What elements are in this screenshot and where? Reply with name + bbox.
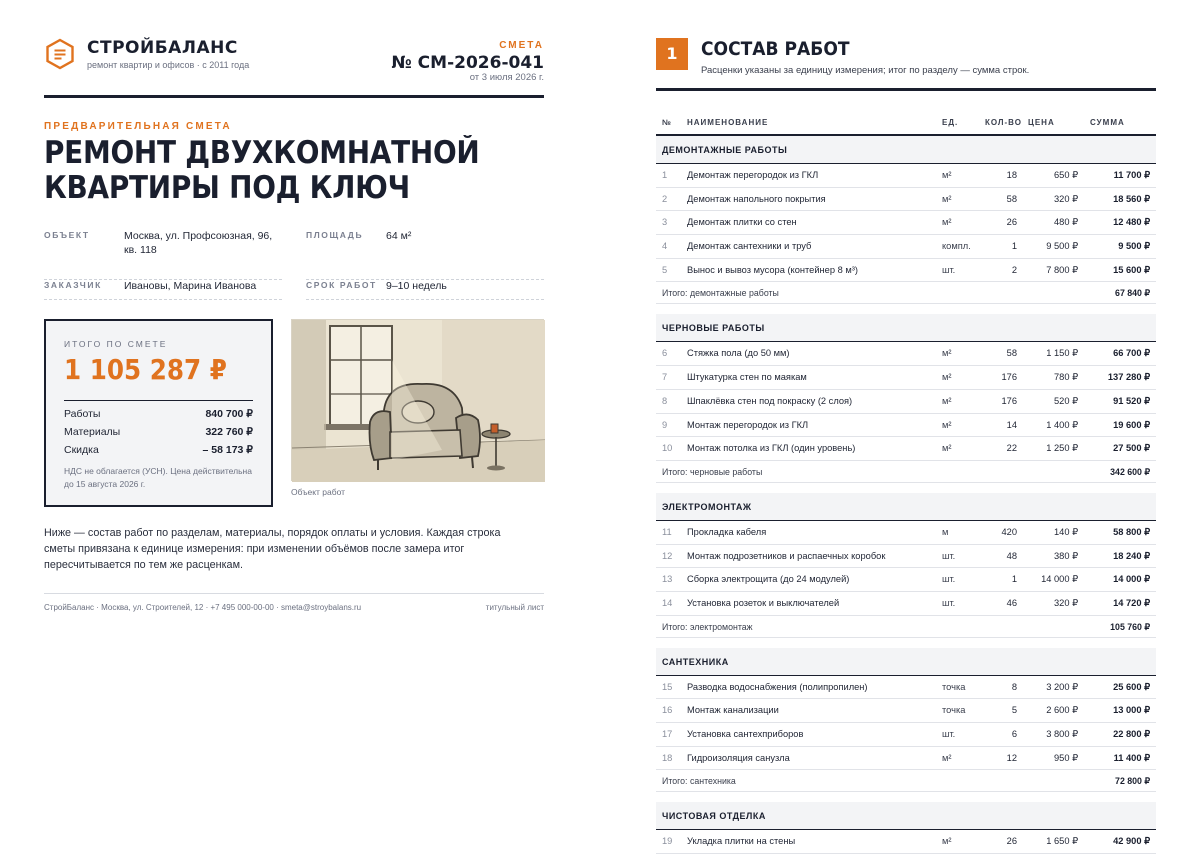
row-unit: шт.	[942, 729, 956, 739]
row-name: Прокладка кабеля	[687, 526, 767, 537]
row-sum: 91 520 ₽	[1113, 395, 1150, 406]
works-page	[656, 0, 1156, 847]
row-name: Штукатурка стен по маякам	[687, 372, 807, 383]
table-row	[656, 747, 1156, 771]
row-name: Стяжка пола (до 50 мм)	[687, 348, 790, 359]
row-sum: 12 480 ₽	[1113, 217, 1150, 228]
total-materials-row	[64, 426, 253, 442]
row-price: 3 200 ₽	[1046, 681, 1078, 692]
footer-contacts: СтройБаланс · Москва, ул. Строителей, 12 · +7 495 000-00-00 · smeta@stroybalans.ru	[44, 603, 362, 612]
row-name: Разводка водоснабжения (полипропилен)	[687, 681, 868, 692]
subtotal-value: 72 800 ₽	[1115, 776, 1150, 787]
row-qty: 6	[1011, 729, 1017, 739]
row-sum: 13 000 ₽	[1113, 705, 1150, 716]
row-sum: 9 500 ₽	[1118, 241, 1150, 252]
row-unit: м²	[942, 170, 952, 180]
estimate-number: № СМ-2026-041	[391, 53, 544, 73]
document-kicker: ПРЕДВАРИТЕЛЬНАЯ СМЕТА	[44, 121, 232, 132]
row-unit: шт.	[942, 550, 956, 561]
row-name: Демонтаж плитки со стен	[687, 217, 797, 228]
row-price: 2 600 ₽	[1046, 705, 1078, 716]
row-unit: м²	[942, 217, 952, 228]
meta-area-value: 64 м²	[386, 230, 412, 242]
row-price: 650 ₽	[1053, 170, 1078, 180]
row-qty: 46	[1006, 597, 1017, 608]
section-subtitle: Расценки указаны за единицу измерения; итог по разделу — сумма строк.	[701, 65, 1030, 76]
brand-tagline: ремонт квартир и офисов · с 2011 года	[87, 60, 250, 70]
row-sum: 14 000 ₽	[1113, 574, 1150, 585]
total-works-label: Работы	[64, 408, 101, 420]
table-row	[656, 164, 1156, 188]
row-name: Демонтаж напольного покрытия	[687, 193, 826, 204]
row-qty: 26	[1006, 836, 1017, 847]
group-header	[656, 136, 1156, 164]
subtotal-label: Итого: демонтажные работы	[662, 288, 779, 299]
row-qty: 58	[1006, 193, 1017, 204]
row-sum: 137 280 ₽	[1107, 372, 1150, 383]
row-sum: 27 500 ₽	[1113, 443, 1150, 454]
row-number: 14	[662, 597, 673, 608]
total-works-value: 840 700 ₽	[205, 408, 253, 420]
col-header-name: НАИМЕНОВАНИЕ	[687, 118, 769, 127]
works-table-header	[656, 112, 1156, 136]
page-title-line-1: РЕМОНТ ДВУХКОМНАТНОЙ	[44, 135, 480, 171]
row-number: 19	[662, 836, 673, 847]
row-name: Сборка электрощита (до 24 модулей)	[687, 574, 850, 585]
row-sum: 19 600 ₽	[1113, 419, 1150, 430]
row-price: 950 ₽	[1053, 752, 1078, 763]
row-number: 11	[662, 526, 672, 537]
row-unit: м²	[942, 443, 952, 454]
group-header	[656, 493, 1156, 521]
row-unit: м²	[942, 193, 952, 204]
row-price: 1 150 ₽	[1046, 348, 1078, 359]
row-unit: м²	[942, 348, 952, 359]
col-header-unit: ЕД.	[942, 118, 959, 127]
group-subtotal-row	[656, 282, 1156, 304]
meta-term-value: 9–10 недель	[386, 280, 447, 292]
row-unit: м²	[942, 752, 952, 763]
col-header-sum: СУММА	[1090, 118, 1125, 127]
group-spacer	[656, 792, 1156, 802]
photo-caption: Объект работ	[291, 487, 346, 497]
footer-divider	[44, 593, 544, 594]
works-table-body	[656, 136, 1156, 854]
row-sum: 58 800 ₽	[1113, 526, 1150, 537]
row-number: 6	[662, 348, 668, 359]
object-photo	[291, 319, 544, 481]
cover-page	[44, 0, 544, 832]
group-title: ДЕМОНТАЖНЫЕ РАБОТЫ	[662, 145, 788, 155]
total-discount-label: Скидка	[64, 444, 99, 456]
row-number: 10	[662, 443, 673, 454]
row-qty: 12	[1006, 752, 1017, 763]
group-header	[656, 648, 1156, 676]
brand-name: СТРОЙБАЛАНС	[87, 38, 238, 58]
page-title-line-2: КВАРТИРЫ ПОД КЛЮЧ	[44, 170, 410, 206]
row-unit: точка	[942, 681, 966, 692]
row-price: 1 250 ₽	[1046, 443, 1078, 454]
row-name: Монтаж потолка из ГКЛ (один уровень)	[687, 443, 856, 454]
table-row	[656, 545, 1156, 569]
row-name: Вынос и вывоз мусора (контейнер 8 м³)	[687, 264, 858, 275]
row-qty: 22	[1006, 443, 1017, 454]
table-row	[656, 830, 1156, 854]
table-row	[656, 676, 1156, 700]
row-number: 4	[662, 241, 668, 252]
total-label: ИТОГО ПО СМЕТЕ	[64, 339, 168, 349]
group-spacer	[656, 483, 1156, 493]
row-unit: шт.	[942, 597, 956, 608]
total-note: НДС не облагается (УСН). Цена действительна до 15 августа 2026 г.	[64, 466, 252, 489]
total-materials-label: Материалы	[64, 426, 121, 438]
meta-object	[44, 230, 282, 280]
row-qty: 420	[1001, 526, 1017, 537]
row-name: Шпаклёвка стен под покраску (2 слоя)	[687, 395, 853, 406]
armchair-sketch-image	[292, 320, 545, 482]
subtotal-label: Итого: сантехника	[662, 776, 736, 787]
row-price: 1 650 ₽	[1046, 836, 1078, 847]
meta-client-value: Ивановы, Марина Иванова	[124, 280, 257, 292]
total-divider	[64, 400, 253, 401]
estimate-label: СМЕТА	[499, 40, 544, 51]
hexagon-document-logo-icon	[44, 38, 76, 70]
row-price: 9 500 ₽	[1046, 241, 1078, 252]
table-row	[656, 188, 1156, 212]
row-price: 780 ₽	[1053, 372, 1078, 383]
total-discount-value: – 58 173 ₽	[202, 444, 253, 456]
row-sum: 11 700 ₽	[1113, 170, 1150, 180]
row-unit: м²	[942, 395, 952, 406]
group-header	[656, 802, 1156, 830]
row-sum: 42 900 ₽	[1113, 836, 1150, 847]
row-sum: 18 240 ₽	[1113, 550, 1150, 561]
row-price: 14 000 ₽	[1041, 574, 1078, 585]
section-title: СОСТАВ РАБОТ	[701, 38, 850, 60]
col-header-qty: КОЛ-ВО	[985, 118, 1022, 127]
row-price: 320 ₽	[1053, 193, 1078, 204]
row-number: 2	[662, 193, 668, 204]
meta-area-label: ПЛОЩАДЬ	[306, 230, 364, 240]
row-number: 5	[662, 264, 668, 275]
row-sum: 25 600 ₽	[1113, 681, 1150, 692]
row-name: Установка сантехприборов	[687, 729, 804, 739]
col-header-no: №	[662, 118, 672, 127]
page-title	[44, 136, 494, 206]
row-qty: 5	[1011, 705, 1017, 716]
row-name: Демонтаж сантехники и труб	[687, 241, 812, 252]
group-title: ЭЛЕКТРОМОНТАЖ	[662, 501, 752, 512]
meta-client-label: ЗАКАЗЧИК	[44, 280, 102, 290]
total-value: 1 105 287 ₽	[64, 353, 227, 386]
group-title: САНТЕХНИКА	[662, 656, 729, 667]
total-works-row	[64, 408, 253, 424]
row-unit: м	[942, 526, 949, 537]
row-price: 320 ₽	[1053, 597, 1078, 608]
subtotal-value: 67 840 ₽	[1115, 288, 1150, 299]
group-title: ЧЕРНОВЫЕ РАБОТЫ	[662, 323, 765, 334]
header-divider	[44, 95, 544, 98]
row-qty: 2	[1011, 264, 1017, 275]
row-qty: 14	[1006, 419, 1017, 430]
row-unit: м²	[942, 836, 952, 847]
row-qty: 58	[1006, 348, 1017, 359]
table-row	[656, 390, 1156, 414]
row-qty: 176	[1001, 372, 1017, 383]
table-row	[656, 521, 1156, 545]
row-price: 520 ₽	[1053, 395, 1078, 406]
row-number: 7	[662, 372, 668, 383]
row-name: Укладка плитки на стены	[687, 836, 796, 847]
row-name: Монтаж перегородок из ГКЛ	[687, 419, 809, 430]
table-row	[656, 259, 1156, 283]
row-qty: 8	[1011, 681, 1017, 692]
table-row	[656, 437, 1156, 461]
row-name: Гидроизоляция санузла	[687, 752, 790, 763]
estimate-date: от 3 июля 2026 г.	[469, 72, 544, 83]
row-unit: точка	[942, 705, 966, 716]
group-subtotal-row	[656, 770, 1156, 792]
group-title: ЧИСТОВАЯ ОТДЕЛКА	[662, 811, 766, 822]
row-sum: 18 560 ₽	[1113, 193, 1150, 204]
row-price: 140 ₽	[1053, 526, 1078, 537]
table-row	[656, 592, 1156, 616]
group-subtotal-row	[656, 616, 1156, 638]
intro-paragraph: Ниже — состав работ по разделам, материалы, порядок оплаты и условия. Каждая строка сметы привязана к единице измерения: при изменении объёмов после замера итог пересчитывается по тем же расценкам.	[44, 527, 501, 571]
row-name: Демонтаж перегородок из ГКЛ	[687, 170, 819, 180]
row-number: 3	[662, 217, 668, 228]
subtotal-label: Итого: черновые работы	[662, 466, 763, 477]
row-number: 18	[662, 752, 673, 763]
total-materials-value: 322 760 ₽	[205, 426, 253, 438]
table-row	[656, 235, 1156, 259]
meta-object-label: ОБЪЕКТ	[44, 230, 90, 240]
table-row	[656, 699, 1156, 723]
row-sum: 14 720 ₽	[1113, 597, 1150, 608]
row-number: 15	[662, 681, 673, 692]
row-number: 1	[662, 170, 668, 180]
group-subtotal-row	[656, 461, 1156, 483]
row-unit: шт.	[942, 574, 956, 585]
row-unit: м²	[942, 419, 952, 430]
row-qty: 1	[1011, 574, 1017, 585]
row-price: 7 800 ₽	[1046, 264, 1078, 275]
row-number: 9	[662, 419, 668, 430]
row-price: 1 400 ₽	[1046, 419, 1078, 430]
total-discount-row	[64, 444, 253, 460]
row-sum: 15 600 ₽	[1113, 264, 1150, 275]
group-spacer	[656, 638, 1156, 648]
meta-client	[44, 280, 282, 300]
row-name: Монтаж канализации	[687, 705, 779, 716]
row-qty: 18	[1006, 170, 1017, 180]
row-number: 12	[662, 550, 673, 561]
row-unit: м²	[942, 372, 952, 383]
total-summary-box	[44, 319, 273, 507]
row-unit: шт.	[942, 264, 956, 275]
table-row	[656, 366, 1156, 390]
table-row	[656, 342, 1156, 366]
meta-object-value-line-2: кв. 118	[124, 244, 157, 256]
row-qty: 26	[1006, 217, 1017, 228]
col-header-price: ЦЕНА	[1028, 118, 1055, 127]
table-row	[656, 414, 1156, 438]
meta-term	[306, 280, 544, 300]
meta-area	[306, 230, 544, 280]
row-price: 480 ₽	[1053, 217, 1078, 228]
subtotal-value: 105 760 ₽	[1110, 621, 1150, 632]
subtotal-label: Итого: электромонтаж	[662, 621, 753, 632]
row-price: 3 800 ₽	[1046, 729, 1078, 739]
table-row	[656, 211, 1156, 235]
meta-object-value-line-1: Москва, ул. Профсоюзная, 96,	[124, 230, 273, 242]
row-name: Установка розеток и выключателей	[687, 597, 840, 608]
meta-object-value	[124, 229, 272, 257]
section-number-badge: 1	[656, 38, 688, 70]
row-qty: 176	[1001, 395, 1017, 406]
meta-term-label: СРОК РАБОТ	[306, 280, 377, 290]
row-sum: 11 400 ₽	[1113, 752, 1150, 763]
row-sum: 66 700 ₽	[1113, 348, 1150, 359]
row-number: 13	[662, 574, 673, 585]
table-row	[656, 723, 1156, 747]
row-number: 16	[662, 705, 673, 716]
row-unit: компл.	[942, 241, 971, 252]
section-divider	[656, 88, 1156, 91]
group-header	[656, 314, 1156, 342]
row-price: 380 ₽	[1053, 550, 1078, 561]
row-qty: 1	[1011, 241, 1017, 252]
row-qty: 48	[1006, 550, 1017, 561]
table-row	[656, 568, 1156, 592]
group-spacer	[656, 304, 1156, 314]
row-name: Монтаж подрозетников и распаечных коробок	[687, 550, 886, 561]
row-number: 17	[662, 729, 673, 739]
subtotal-value: 342 600 ₽	[1110, 466, 1150, 477]
row-sum: 22 800 ₽	[1113, 729, 1150, 739]
footer-page-label: титульный лист	[485, 603, 544, 612]
row-number: 8	[662, 395, 668, 406]
